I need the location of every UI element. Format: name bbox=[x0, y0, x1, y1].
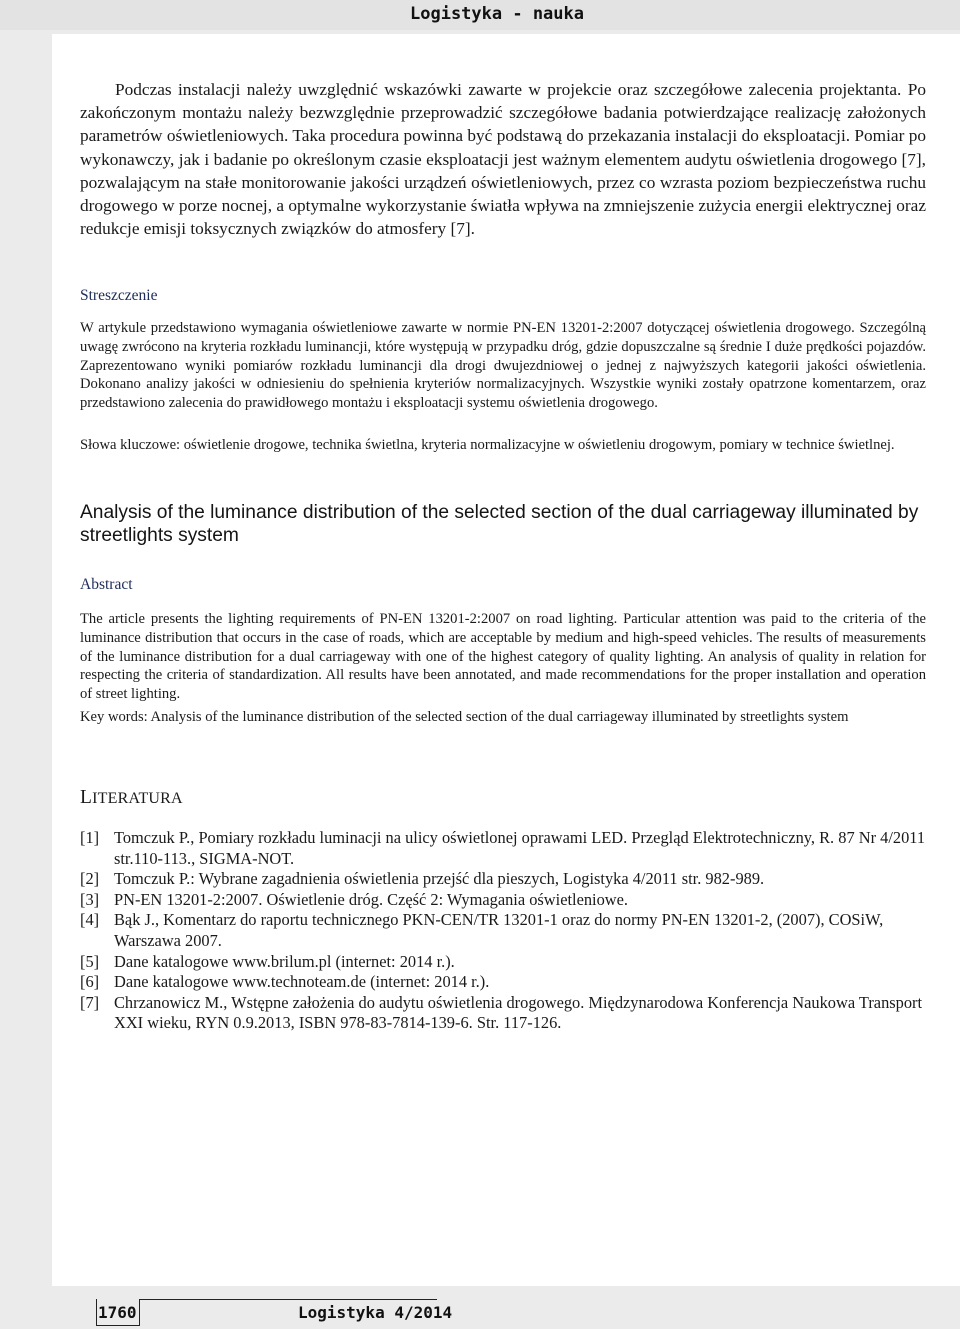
reference-number: [1] bbox=[80, 828, 100, 847]
literatura-heading bbox=[80, 787, 926, 809]
footer-rule bbox=[96, 1299, 437, 1300]
reference-item bbox=[80, 890, 926, 911]
literatura-heading-rest: ITERATURA bbox=[92, 790, 183, 807]
streszczenie-heading: Streszczenie bbox=[80, 287, 158, 304]
abstract-body: The article presents the lighting requirements of PN-EN 13201-2:2007 on road lighting. Particular attention was paid to the criteria of the luminance distribution that occurs in the case of roads, which are acceptable by medium and high-speed vehicles. The results of measurements of the luminance distribution for a dual carriageway with one of the highest category of quality lighting. An analysis of quality in relation for respecting the criteria of standardization. All results have been annotated, and made recommendations for the proper installation and operation of street lighting. bbox=[80, 611, 926, 703]
reference-item bbox=[80, 972, 926, 993]
reference-text: Dane katalogowe www.technoteam.de (internet: 2014 r.). bbox=[114, 972, 490, 992]
english-title: Analysis of the luminance distribution of the selected section of the dual carriageway illuminated by streetlights system bbox=[80, 502, 919, 546]
reference-item bbox=[80, 869, 926, 890]
reference-number: [5] bbox=[80, 951, 100, 971]
reference-list bbox=[80, 828, 926, 1034]
page-number: 1760 bbox=[98, 1303, 137, 1322]
header-title: Logistyka - nauka bbox=[410, 4, 584, 24]
en-keywords: Key words: Analysis of the luminance distribution of the selected section of the dual carriageway illuminated by streetlights system bbox=[80, 709, 849, 725]
pl-keywords: Słowa kluczowe: oświetlenie drogowe, technika świetlna, kryteria normalizacyjne w oświetleniu drogowym, pomiary w technice świetlnej. bbox=[80, 437, 895, 453]
reference-number: [4] bbox=[80, 910, 100, 930]
reference-text: Tomczuk P., Pomiary rozkładu luminacji na ulicy oświetlonej oprawami LED. Przegląd Elektrotechniczny, R. 87 Nr 4/2011 str.110-113., SIGMA-NOT. bbox=[114, 828, 926, 868]
reference-text: Chrzanowicz M., Wstępne założenia do audytu oświetlenia drogowego. Międzynarodowa Konferencja Naukowa Transport XXI wieku, RYN 0.9.2013, ISBN 978-83-7814-139-6. Str. 117-126. bbox=[114, 992, 923, 1033]
reference-number: [2] bbox=[80, 869, 100, 889]
intro-paragraph bbox=[80, 78, 926, 240]
literatura-heading-first: L bbox=[80, 787, 93, 808]
reference-item bbox=[80, 993, 926, 1034]
streszczenie-body: W artykule przedstawiono wymagania oświetleniowe zawarte w normie PN-EN 13201-2:2007 dotyczącej oświetlenia drogowego. Szczególną uwagę zwrócono na kryteria rozkładu luminancji, które występują w przypadku dróg, gdzie dopuszczalne są średnie I duże prędkości pojazdów. Zaprezentowano wyniki pomiarów rozkładu luminancji dla drogi dwujezdniowej o jednej z najwyższych kategorii jakości oświetlenia. Dokonano analizy jakości w odniesieniu do spełnienia kryteriów normalizacyjnych. Wszystkie wyniki zostały opatrzone komentarzem, oraz przedstawiono zalecenia do prawidłowego montażu i eksploatacji systemu oświetlenia drogowego. bbox=[80, 320, 926, 412]
reference-number: [6] bbox=[80, 972, 100, 992]
reference-item bbox=[80, 910, 926, 951]
footer-journal: Logistyka 4/2014 bbox=[298, 1303, 453, 1322]
reference-number: [7] bbox=[80, 992, 100, 1012]
intro-text: Podczas instalacji należy uwzględnić wskazówki zawarte w projekcie oraz szczegółowe zalecenia projektanta. Po zakończonym montażu należy bezwzględnie przeprowadzić szczegółowe badania potwierdzające realizację założonych parametrów oświetleniowych. Taka procedura powinna być podstawą do przekazania instalacji do eksploatacji. Pomiar po wykonawczy, jak i badanie po określonym czasie eksploatacji jest ważnym elementem audytu oświetlenia drogowego [7], pozwalającym na stałe monitorowanie jakości urządzeń oświetleniowych, przez co wzrasta poziom bezpieczeństwa ruchu drogowego w porze nocnej, a optymalne wykorzystanie światła wpływa na zmniejszenie zużycia energii elektrycznej oraz redukcje emisji toksycznych związków do atmosfery [7]. bbox=[80, 80, 926, 239]
reference-number: [3] bbox=[80, 889, 100, 909]
reference-text: Bąk J., Komentarz do raportu technicznego PKN-CEN/TR 13201-1 oraz do normy PN-EN 13201-2, (2007), COSiW, Warszawa 2007. bbox=[114, 910, 884, 950]
reference-text: Dane katalogowe www.brilum.pl (internet: 2014 r.). bbox=[114, 951, 455, 971]
reference-item bbox=[80, 828, 926, 869]
header-bar bbox=[0, 0, 960, 30]
reference-text: Tomczuk P.: Wybrane zagadnienia oświetlenia przejść dla pieszych, Logistyka 4/2011 str. 982-989. bbox=[114, 869, 765, 889]
reference-item bbox=[80, 952, 926, 973]
reference-text: PN-EN 13201-2:2007. Oświetlenie dróg. Część 2: Wymagania oświetleniowe. bbox=[114, 889, 628, 909]
abstract-heading: Abstract bbox=[80, 576, 133, 593]
